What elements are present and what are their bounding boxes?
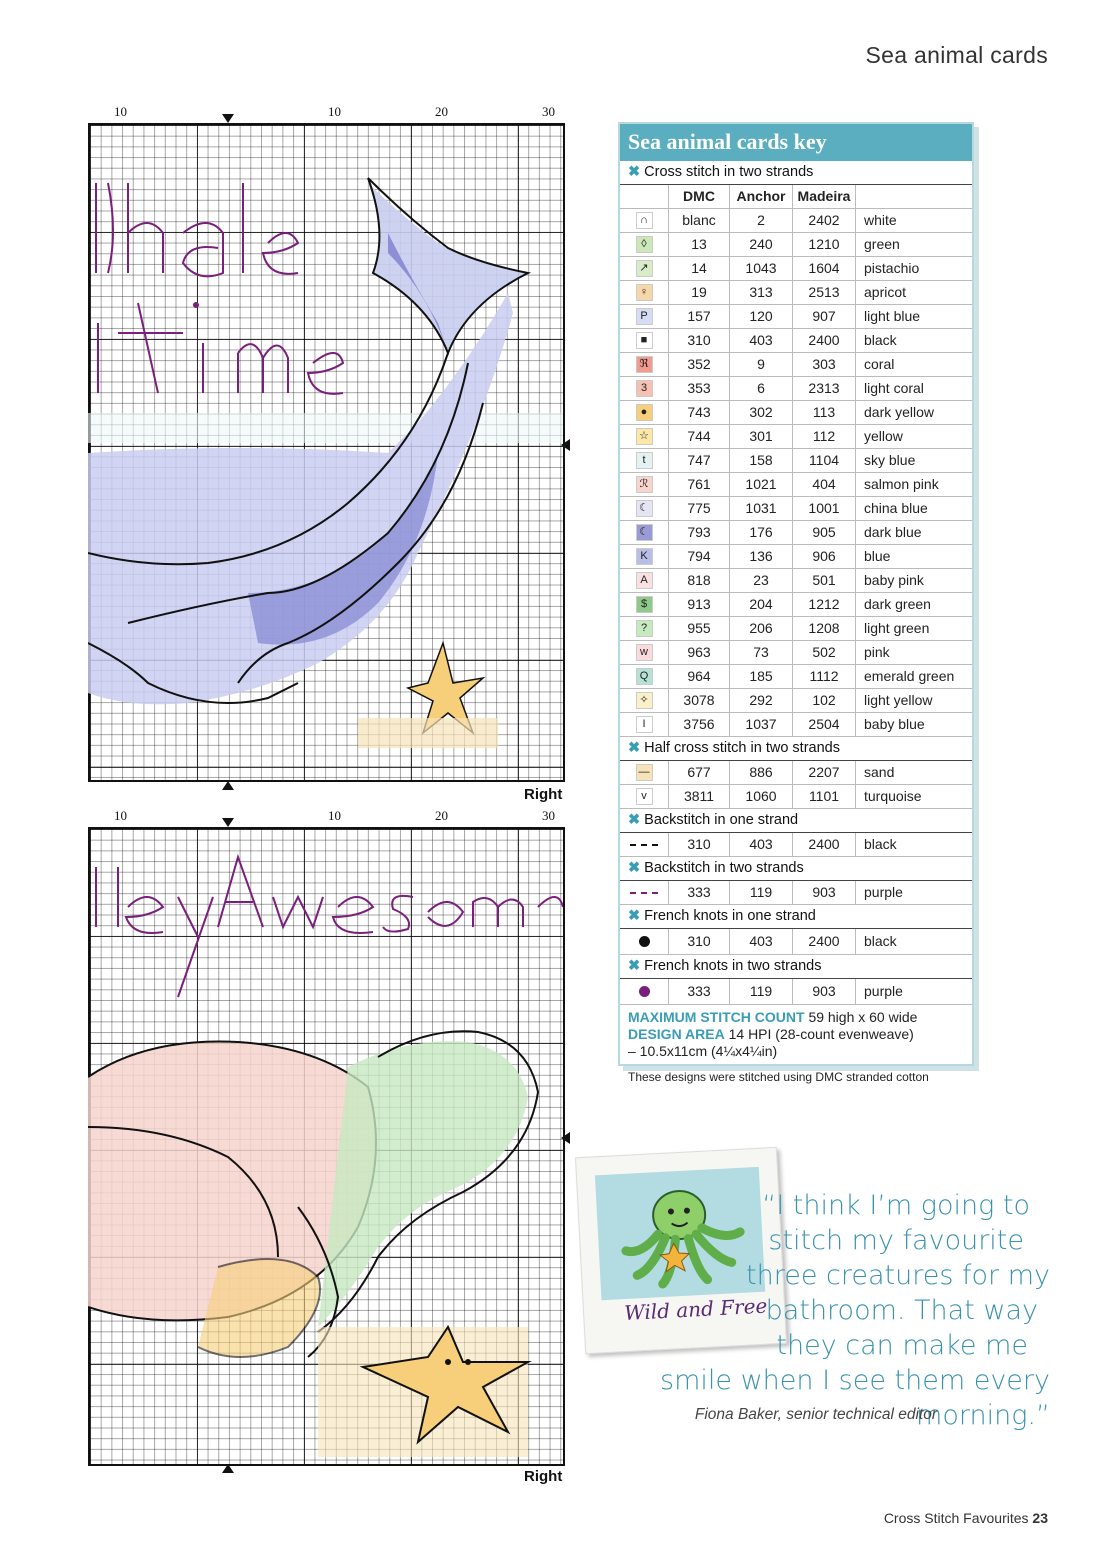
thread-symbol-icon: ■ (636, 332, 653, 349)
key-row (620, 617, 972, 641)
thread-symbol-icon: ◊ (636, 236, 653, 253)
thread-symbol-icon: 3 (636, 380, 653, 397)
key-row (620, 401, 972, 425)
key-cell-madeira: 501 (792, 569, 856, 592)
key-cell-dmc: 743 (687, 404, 711, 420)
key-cell-anchor: 1031 (729, 497, 792, 520)
key-cell-anchor: 158 (729, 449, 792, 472)
key-cell-name: white (864, 212, 897, 228)
key-cell-dmc: 352 (687, 356, 711, 372)
key-row: 333 119 903 purple (620, 979, 972, 1005)
key-cell-anchor: 204 (729, 593, 792, 616)
key-cell-dmc: 19 (691, 284, 707, 300)
key-cell-madeira: 303 (792, 353, 856, 376)
key-cell-madeira: 905 (792, 521, 856, 544)
key-cell-dmc: 747 (687, 452, 711, 468)
key-cell-madeira: 502 (792, 641, 856, 664)
key-row (620, 257, 972, 281)
cross-bullet-icon: ✖ (628, 164, 641, 180)
center-arrow-bottom (222, 781, 234, 790)
cross-bullet-icon: ✖ (628, 860, 641, 876)
key-cell-madeira: 906 (792, 545, 856, 568)
card-caption: Wild and Free (623, 1293, 768, 1326)
key-cell-dmc: 775 (687, 500, 711, 516)
quote-line: bathroom. That way (765, 1295, 1038, 1326)
black-backstitch-icon (630, 844, 658, 846)
key-cell-madeira: 1001 (792, 497, 856, 520)
key-cell-name: pink (864, 644, 890, 660)
center-arrow-top (222, 114, 234, 123)
key-cell-anchor: 136 (729, 545, 792, 568)
thread-symbol-icon: ♀ (636, 284, 653, 301)
purple-knot-icon (639, 986, 650, 997)
right-label: Right (524, 786, 563, 803)
key-row (620, 353, 972, 377)
shell-motif (88, 827, 563, 1464)
key-cell-anchor: 240 (729, 233, 792, 256)
key-cell-name: dark yellow (864, 404, 935, 420)
key-cell-name: light green (864, 620, 930, 636)
key-cell-anchor: 1037 (729, 713, 792, 736)
col-madeira: Madeira (792, 185, 856, 208)
half-rows (620, 761, 972, 809)
key-cell-anchor: 1060 (729, 785, 792, 808)
key-cell-madeira: 1112 (792, 665, 856, 688)
key-row (620, 233, 972, 257)
key-cell-name: sky blue (864, 452, 916, 468)
quote-line: “I think I’m going to (762, 1190, 1030, 1221)
key-cell-name: light blue (864, 308, 921, 324)
col-dmc: DMC (683, 188, 715, 204)
quote-line: they can make me (776, 1330, 1028, 1361)
center-arrow-right (561, 439, 570, 451)
black-knot-icon (639, 936, 650, 947)
key-cell-name: baby blue (864, 716, 925, 732)
pull-quote (585, 1188, 1050, 1433)
center-arrow-bottom (222, 1464, 234, 1473)
key-cell-name: dark green (864, 596, 931, 612)
key-row (620, 593, 972, 617)
key-cell-anchor: 176 (729, 521, 792, 544)
key-cell-dmc: 913 (687, 596, 711, 612)
key-row (620, 425, 972, 449)
key-row (620, 713, 972, 737)
key-row (620, 497, 972, 521)
key-cell-dmc: blanc (682, 212, 716, 228)
section-half-cross: ✖ Half cross stitch in two strands (620, 737, 972, 761)
stitch-count: MAXIMUM STITCH COUNT 59 high x 60 wide DESIGN AREA 14 HPI (28-count evenweave) – 10.5x11cm (4¼x4¼in) (628, 1009, 918, 1059)
cross-bullet-icon: ✖ (628, 958, 641, 974)
key-cell-name: turquoise (864, 788, 922, 804)
key-row: 310 403 2400 black (620, 833, 972, 857)
key-header-row (620, 185, 972, 209)
quote-line: three creatures for my (746, 1260, 1050, 1291)
whale-motif (88, 123, 563, 780)
key-cell-anchor: 292 (729, 689, 792, 712)
thread-symbol-icon: ℛ (636, 476, 653, 493)
key-cell-madeira: 2513 (792, 281, 856, 304)
key-cell-name: black (864, 332, 897, 348)
center-arrow-right (561, 1132, 570, 1144)
col-anchor: Anchor (729, 185, 792, 208)
chart-top (88, 104, 568, 808)
tick-20: 20 (435, 808, 448, 823)
chart-bottom (88, 808, 568, 1492)
section-cross-stitch: ✖ Cross stitch in two strands (620, 161, 972, 185)
key-cell-name: light coral (864, 380, 924, 396)
key-row (620, 521, 972, 545)
key-cell-anchor: 23 (729, 569, 792, 592)
key-cell-name: yellow (864, 428, 903, 444)
magazine-name: Cross Stitch Favourites (883, 1510, 1029, 1526)
key-cell-madeira: 1604 (792, 257, 856, 280)
key-cell-anchor: 73 (729, 641, 792, 664)
tick-10-left: 10 (114, 808, 127, 823)
key-row (620, 449, 972, 473)
right-label: Right (524, 1468, 563, 1485)
quote-line: smile when I see them every morning.” (660, 1365, 1050, 1431)
key-cell-madeira: 2504 (792, 713, 856, 736)
section-french-knots-one: ✖ French knots in one strand (620, 905, 972, 929)
key-cell-madeira: 102 (792, 689, 856, 712)
thread-symbol-icon: ☾ (636, 524, 653, 541)
thread-symbol-icon: ℜ (636, 356, 653, 373)
key-cell-dmc: 353 (687, 380, 711, 396)
thread-symbol-icon: ↗ (636, 260, 653, 277)
tick-10: 10 (328, 104, 341, 119)
key-cell-anchor: 1043 (729, 257, 792, 280)
key-cell-dmc: 964 (687, 668, 711, 684)
key-cell-name: pistachio (864, 260, 920, 276)
key-cell-anchor: 2 (729, 209, 792, 232)
section-backstitch-two: ✖ Backstitch in two strands (620, 857, 972, 881)
thread-symbol-icon: ✧ (636, 692, 653, 709)
cross-bullet-icon: ✖ (628, 908, 641, 924)
key-cell-madeira: 907 (792, 305, 856, 328)
center-arrow-top (222, 818, 234, 827)
page-footer (884, 1510, 1048, 1526)
key-row (620, 641, 972, 665)
key-cell-anchor: 206 (729, 617, 792, 640)
key-row (620, 569, 972, 593)
key-cell-anchor: 301 (729, 425, 792, 448)
key-panel (618, 122, 974, 1084)
cross-bullet-icon: ✖ (628, 740, 641, 756)
thread-symbol-icon: v (636, 788, 653, 805)
key-row (620, 689, 972, 713)
key-cell-dmc: 818 (687, 572, 711, 588)
key-cell-dmc: 3811 (683, 788, 715, 804)
cross-rows (620, 209, 972, 737)
key-cell-dmc: 310 (687, 332, 711, 348)
key-row (620, 665, 972, 689)
key-title: Sea animal cards key (620, 124, 972, 161)
key-cell-dmc: 677 (687, 764, 711, 780)
key-row (620, 281, 972, 305)
key-cell-madeira: 1212 (792, 593, 856, 616)
key-cell-dmc: 3078 (683, 692, 715, 708)
key-cell-name: salmon pink (864, 476, 939, 492)
tick-20: 20 (435, 104, 448, 119)
key-row: 333 119 903 purple (620, 881, 972, 905)
thread-symbol-icon: — (636, 764, 653, 781)
key-row (620, 761, 972, 785)
key-cell-dmc: 14 (691, 260, 707, 276)
key-cell-dmc: 955 (687, 620, 711, 636)
thread-symbol-icon: K (636, 548, 653, 565)
purple-backstitch-icon (630, 892, 658, 894)
key-cell-anchor: 120 (729, 305, 792, 328)
key-row (620, 785, 972, 809)
key-cell-name: baby pink (864, 572, 924, 588)
key-row: 310 403 2400 black (620, 929, 972, 955)
key-cell-anchor: 313 (729, 281, 792, 304)
tick-30: 30 (542, 104, 555, 119)
thread-symbol-icon: ∩ (636, 212, 653, 229)
thread-symbol-icon: P (636, 308, 653, 325)
thread-symbol-icon: A (636, 572, 653, 589)
key-cell-madeira: 2400 (792, 329, 856, 352)
key-cell-madeira: 2313 (792, 377, 856, 400)
key-cell-name: sand (864, 764, 895, 780)
key-cell-name: blue (864, 548, 891, 564)
quote-author: Fiona Baker, senior technical editor (694, 1406, 937, 1423)
key-cell-madeira: 1101 (792, 785, 856, 808)
section-backstitch-one: ✖ Backstitch in one strand (620, 809, 972, 833)
key-row (620, 473, 972, 497)
thread-symbol-icon: ● (636, 404, 653, 421)
key-cell-dmc: 157 (687, 308, 711, 324)
key-cell-name: china blue (864, 500, 928, 516)
section-french-knots-two: ✖ French knots in two strands (620, 955, 972, 979)
key-cell-dmc: 744 (687, 428, 711, 444)
thread-symbol-icon: $ (636, 596, 653, 613)
key-cell-anchor: 1021 (729, 473, 792, 496)
tick-30: 30 (542, 808, 555, 823)
thread-symbol-icon: t (636, 452, 653, 469)
key-cell-madeira: 1104 (792, 449, 856, 472)
key-cell-dmc: 794 (687, 548, 711, 564)
key-cell-anchor: 886 (729, 761, 792, 784)
key-cell-dmc: 793 (687, 524, 711, 540)
key-cell-madeira: 2207 (792, 761, 856, 784)
key-cell-dmc: 761 (687, 476, 711, 492)
key-row (620, 377, 972, 401)
key-cell-anchor: 403 (729, 329, 792, 352)
key-row (620, 329, 972, 353)
key-cell-name: coral (864, 356, 895, 372)
key-cell-name: green (864, 236, 900, 252)
key-cell-anchor: 302 (729, 401, 792, 424)
quote-line: stitch my favourite (768, 1225, 1024, 1256)
key-cell-dmc: 963 (687, 644, 711, 660)
key-cell-madeira: 113 (792, 401, 856, 424)
key-cell-name: emerald green (864, 668, 955, 684)
key-row (620, 305, 972, 329)
thread-symbol-icon: ☆ (636, 428, 653, 445)
cotton-note: These designs were stitched using DMC stranded cotton (628, 1070, 929, 1084)
key-cell-madeira: 112 (792, 425, 856, 448)
thread-symbol-icon: w (636, 644, 653, 661)
key-row (620, 209, 972, 233)
thread-symbol-icon: ☾ (636, 500, 653, 517)
thread-symbol-icon: I (636, 716, 653, 733)
key-cell-name: dark blue (864, 524, 922, 540)
key-row (620, 545, 972, 569)
tick-10-left: 10 (114, 104, 127, 119)
key-cell-anchor: 9 (729, 353, 792, 376)
key-cell-anchor: 185 (729, 665, 792, 688)
key-cell-dmc: 13 (691, 236, 707, 252)
key-cell-madeira: 1208 (792, 617, 856, 640)
page-number: 23 (1032, 1510, 1048, 1526)
cross-bullet-icon: ✖ (628, 812, 641, 828)
key-cell-anchor: 6 (729, 377, 792, 400)
tick-10: 10 (328, 808, 341, 823)
thread-symbol-icon: ? (636, 620, 653, 637)
key-cell-name: light yellow (864, 692, 933, 708)
key-cell-name: apricot (864, 284, 907, 300)
thread-symbol-icon: Q (636, 668, 653, 685)
key-cell-madeira: 1210 (792, 233, 856, 256)
key-cell-madeira: 2402 (792, 209, 856, 232)
page-section-title: Sea animal cards (865, 42, 1048, 68)
key-cell-dmc: 3756 (683, 716, 715, 732)
key-cell-madeira: 404 (792, 473, 856, 496)
